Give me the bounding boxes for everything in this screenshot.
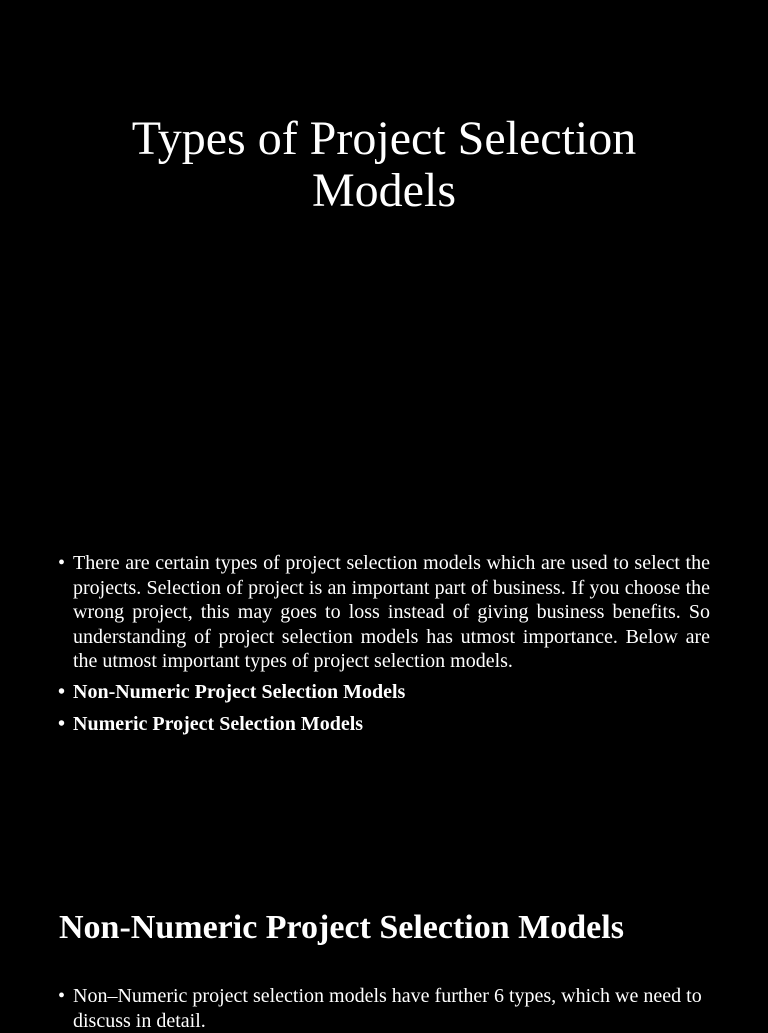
model-type-numeric: • Numeric Project Selection Models (58, 712, 710, 737)
section-heading: Non-Numeric Project Selection Models (59, 909, 624, 946)
section-first-bullet: • Non–Numeric project selection models have further 6 types, which we need to discuss in detail. (58, 984, 710, 1033)
slide-title: Types of Project Selection Models (131, 112, 637, 217)
intro-bullet-list (58, 551, 710, 743)
section-bullet-list (58, 984, 710, 1033)
intro-paragraph: • There are certain types of project selection models which are used to select the projects. Selection of project is an important part of business. If you choose the wrong project, this may goes to loss instead of giving business benefits. So understanding of project selection models has utmost importance. Below are the utmost important types of project selection models. (58, 551, 710, 674)
model-type-non-numeric: • Non-Numeric Project Selection Models (58, 680, 710, 705)
